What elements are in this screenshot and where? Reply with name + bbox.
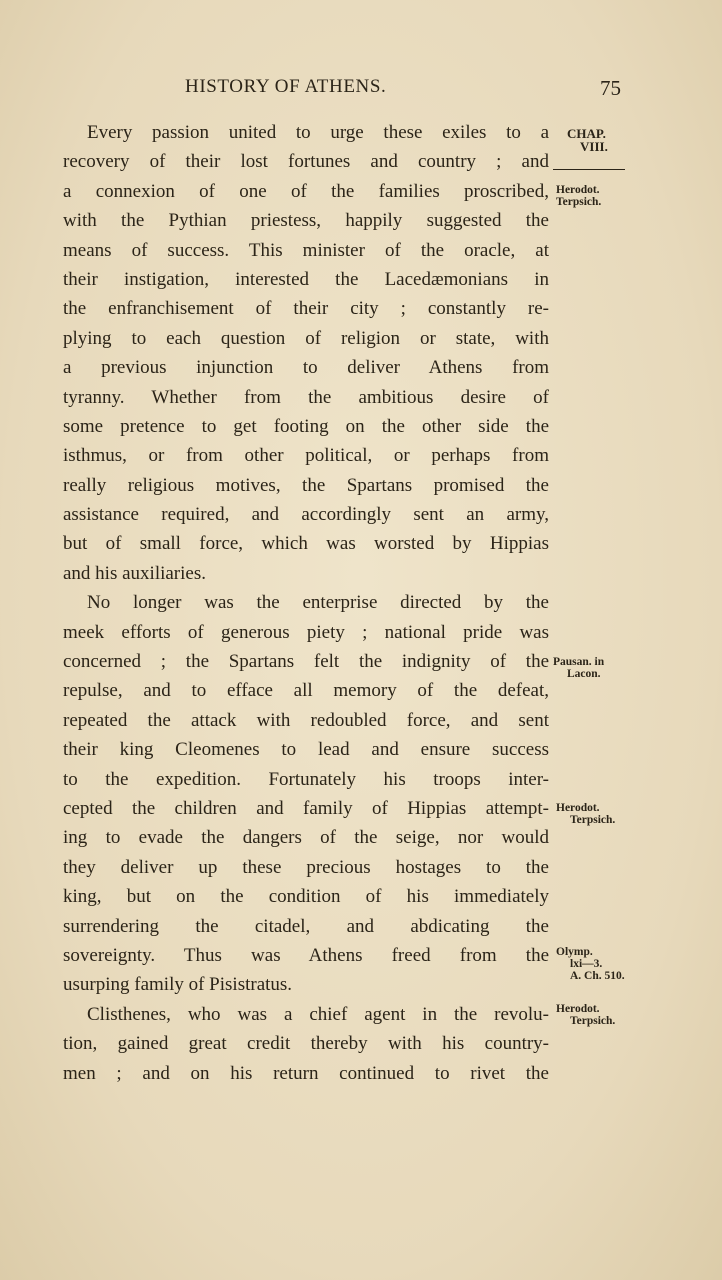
text-line: means of success. This minister of the oracle, at xyxy=(63,239,549,261)
chapter-rule xyxy=(553,169,625,170)
text-line: a connexion of one of the families proscribed, xyxy=(63,180,549,202)
text-line: assistance required, and accordingly sent an army, xyxy=(63,504,549,526)
text-line: surrendering the citadel, and abdicating the xyxy=(63,915,549,937)
text-line: and his auxiliaries. xyxy=(63,562,206,584)
margin-note-herodot: Herodot. Terpsich. xyxy=(556,802,616,826)
text-line: sovereignty. Thus was Athens freed from the xyxy=(63,944,549,966)
text-line: Clisthenes, who was a chief agent in the revolu- xyxy=(87,1003,549,1025)
text-line: concerned ; the Spartans felt the indignity of the xyxy=(63,651,549,673)
text-line: recovery of their lost fortunes and country ; and xyxy=(63,151,549,173)
text-line: to the expedition. Fortunately his troops inter- xyxy=(63,768,549,790)
text-line: tion, gained great credit thereby with his country- xyxy=(63,1033,549,1055)
text-line: their king Cleomenes to lead and ensure success xyxy=(63,739,549,761)
text-line: king, but on the condition of his immediately xyxy=(63,886,549,908)
text-line: really religious motives, the Spartans promised the xyxy=(63,474,549,496)
text-line: cepted the children and family of Hippias attempt- xyxy=(63,797,549,819)
text-line: usurping family of Pisistratus. xyxy=(63,974,293,996)
text-line: with the Pythian priestess, happily suggested the xyxy=(63,210,549,232)
text-line: tyranny. Whether from the ambitious desire of xyxy=(63,386,549,408)
text-line: repulse, and to efface all memory of the defeat, xyxy=(63,680,549,702)
text-line: meek efforts of generous piety ; national pride was xyxy=(63,621,549,643)
text-line: they deliver up these precious hostages to the xyxy=(63,856,549,878)
text-line: isthmus, or from other political, or perhaps from xyxy=(63,445,549,467)
body-text xyxy=(63,118,549,1088)
text-line: but of small force, which was worsted by Hippias xyxy=(63,533,549,555)
text-line: plying to each question of religion or state, with xyxy=(63,327,549,349)
running-head: HISTORY OF ATHENS. xyxy=(185,76,387,97)
margin-note-chapter: CHAP. VIII. xyxy=(567,126,608,154)
margin-note-herodot: Herodot. Terpsich. xyxy=(556,1003,616,1027)
margin-note-olympiad: Olymp. lxi—3. A. Ch. 510. xyxy=(556,946,625,982)
text-line: some pretence to get footing on the other side the xyxy=(63,415,549,437)
text-line: men ; and on his return continued to rivet the xyxy=(63,1062,549,1084)
text-line: No longer was the enterprise directed by the xyxy=(87,592,549,614)
text-line: a previous injunction to deliver Athens from xyxy=(63,357,549,379)
page-number: 75 xyxy=(600,76,621,100)
text-line: repeated the attack with redoubled force, and sent xyxy=(63,709,549,731)
text-line: Every passion united to urge these exiles to a xyxy=(87,122,549,143)
text-line: the enfranchisement of their city ; constantly re- xyxy=(63,298,549,320)
margin-note-pausan: Pausan. in Lacon. xyxy=(553,656,605,680)
text-line: their instigation, interested the Lacedæmonians in xyxy=(63,268,549,290)
text-line: ing to evade the dangers of the seige, nor would xyxy=(63,827,549,849)
margin-note-herodot: Herodot. Terpsich. xyxy=(556,184,602,208)
